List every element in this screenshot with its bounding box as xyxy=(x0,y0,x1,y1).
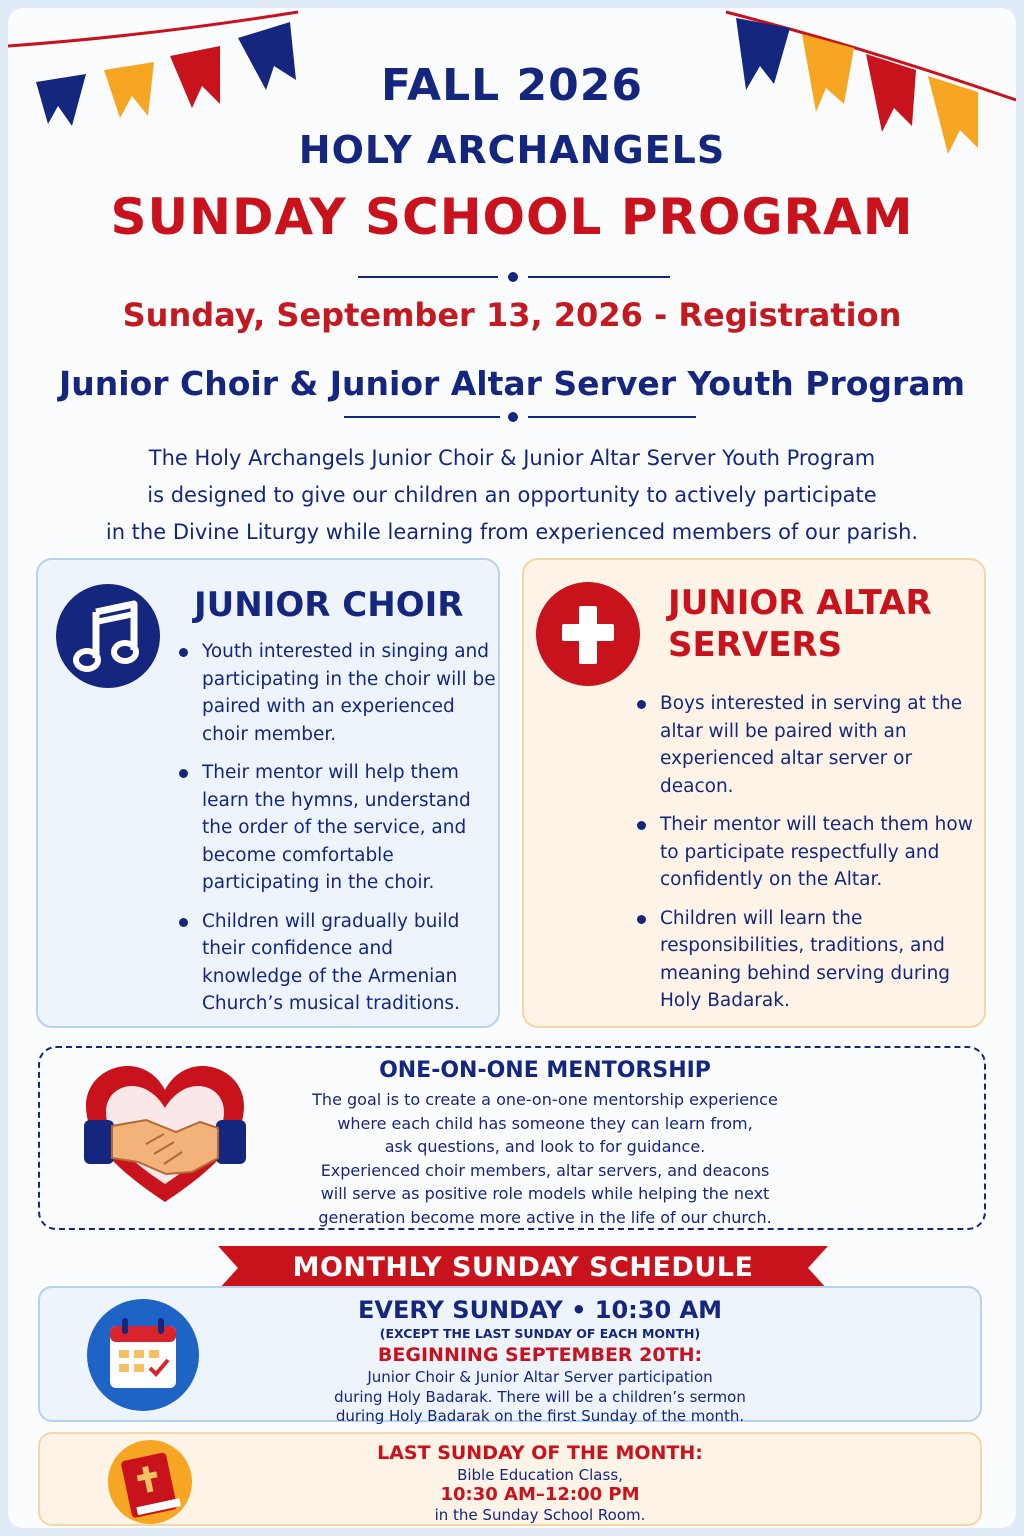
title-church: HOLY ARCHANGELS xyxy=(298,128,726,172)
list-item: Children will gradually build their confidence and knowledge of the Armenian Church’s musical traditions. xyxy=(176,908,496,1018)
title-program: SUNDAY SCHOOL PROGRAM xyxy=(110,188,914,246)
bible-icon xyxy=(98,1438,202,1524)
list-item: Boys interested in serving at the altar will be paired with an experienced altar server or deacon. xyxy=(634,690,974,800)
last-sunday-title: LAST SUNDAY OF THE MONTH: xyxy=(377,1442,703,1464)
every-sunday-description: Junior Choir & Junior Altar Server participation during Holy Badarak. There will be a children’s sermon during Holy Badarak on the first Sunday of the month. xyxy=(334,1368,746,1425)
list-item: Their mentor will help them learn the hymns, understand the order of the service, and become comfortable participating in the choir. xyxy=(176,759,496,897)
junior-choir-card xyxy=(36,558,500,1028)
title-year: FALL 2026 xyxy=(381,60,643,111)
bible-class-time: 10:30 AM–12:00 PM xyxy=(440,1484,640,1505)
registration-date: Sunday, September 13, 2026 - Registration xyxy=(122,296,902,334)
junior-altar-card xyxy=(522,558,986,1028)
divider-top xyxy=(8,270,1016,284)
music-note-icon xyxy=(56,584,160,688)
poster xyxy=(8,8,1016,1528)
schedule-banner: MONTHLY SUNDAY SCHEDULE xyxy=(292,1252,754,1283)
every-sunday-title: EVERY SUNDAY • 10:30 AM xyxy=(358,1296,722,1324)
junior-altar-title: JUNIOR ALTAR SERVERS xyxy=(668,583,932,665)
program-name: Junior Choir & Junior Altar Server Youth Program xyxy=(59,364,965,403)
mentorship-text: The goal is to create a one-on-one mentorship experience where each child has someone they can learn from, ask questions, and look to for guidance. Experienced choir members, altar servers, and deacons will serve as positive role models while helping the next generation become more active in the life of our church. xyxy=(312,1090,778,1227)
heart-handshake-icon xyxy=(80,1062,250,1212)
list-item: Children will learn the responsibilities, traditions, and meaning behind serving during Holy Badarak. xyxy=(634,905,974,1015)
every-sunday-box xyxy=(38,1286,982,1425)
bible-class-room: in the Sunday School Room. xyxy=(434,1506,646,1524)
divider-middle xyxy=(8,410,1016,424)
every-sunday-note: (EXCEPT THE LAST SUNDAY OF EACH MONTH) xyxy=(379,1326,701,1341)
last-sunday-box xyxy=(38,1432,982,1526)
junior-choir-list xyxy=(176,638,496,1029)
junior-altar-list xyxy=(634,690,974,1026)
list-item: Their mentor will teach them how to participate respectfully and confidently on the Altar. xyxy=(634,811,974,894)
list-item: Youth interested in singing and participating in the choir will be paired with an experienced choir member. xyxy=(176,638,496,748)
intro-paragraph: The Holy Archangels Junior Choir & Junior Altar Server Youth Program is designed to give our children an opportunity to actively participate in the Divine Liturgy while learning from experienced members of our parish. xyxy=(105,446,919,544)
mentorship-title: ONE-ON-ONE MENTORSHIP xyxy=(379,1058,711,1083)
cross-icon xyxy=(536,582,640,686)
mentorship-section xyxy=(38,1046,986,1230)
bible-class-label: Bible Education Class, xyxy=(457,1466,623,1484)
beginning-date: BEGINNING SEPTEMBER 20TH: xyxy=(377,1344,703,1366)
calendar-icon xyxy=(86,1298,200,1412)
junior-choir-title: JUNIOR CHOIR xyxy=(194,585,464,625)
